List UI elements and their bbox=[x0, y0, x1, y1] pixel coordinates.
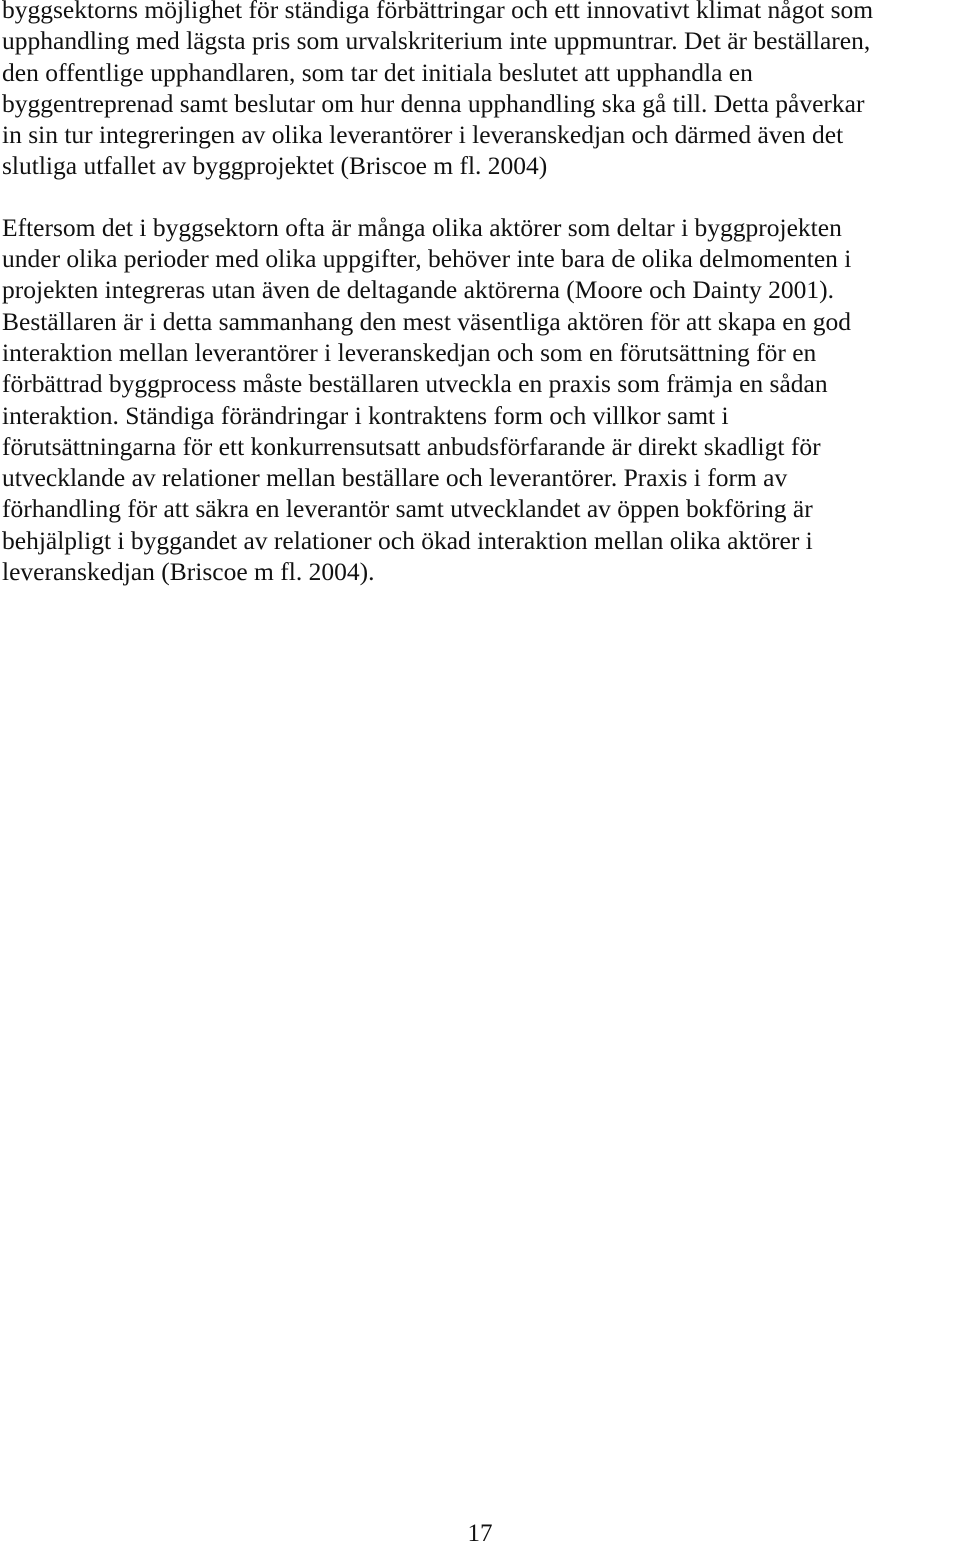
text-line: in sin tur integreringen av olika leverantörer i leveranskedjan och därmed även det bbox=[2, 120, 844, 150]
text-line: projekten integreras utan även de deltagande aktörerna (Moore och Dainty 2001). bbox=[2, 275, 834, 305]
text-line: den offentlige upphandlaren, som tar det initiala beslutet att upphandla en bbox=[2, 57, 753, 87]
text-line: byggsektorns möjlighet för ständiga förbättringar och ett innovativt klimat något som bbox=[2, 0, 874, 24]
text-line: interaktion mellan leverantörer i leveranskedjan och som en förutsättning för en bbox=[2, 337, 817, 367]
paragraph-2 bbox=[2, 212, 954, 588]
text-line: Eftersom det i byggsektorn ofta är många olika aktörer som deltar i byggprojekten bbox=[2, 212, 842, 242]
text-line: förbättrad byggprocess måste beställaren utveckla en praxis som främja en sådan bbox=[2, 369, 828, 399]
text-line: interaktion. Ständiga förändringar i kontraktens form och villkor samt i bbox=[2, 400, 729, 430]
text-line: slutliga utfallet av byggprojektet (Briscoe m fl. 2004) bbox=[2, 151, 548, 181]
paragraph-1 bbox=[2, 0, 954, 182]
page-number: 17 bbox=[467, 1520, 493, 1547]
text-line: Beställaren är i detta sammanhang den mest väsentliga aktören för att skapa en god bbox=[2, 306, 851, 336]
text-line: leveranskedjan (Briscoe m fl. 2004). bbox=[2, 557, 375, 587]
text-line: byggentreprenad samt beslutar om hur denna upphandling ska gå till. Detta påverkar bbox=[2, 88, 865, 118]
body-text bbox=[2, 0, 954, 617]
text-line: upphandling med lägsta pris som urvalskriterium inte uppmuntrar. Det är beställaren, bbox=[2, 26, 871, 56]
text-line: förutsättningarna för ett konkurrensutsatt anbudsförfarande är direkt skadligt för bbox=[2, 431, 821, 461]
text-line: utvecklande av relationer mellan beställare och leverantörer. Praxis i form av bbox=[2, 463, 788, 493]
text-line: förhandling för att säkra en leverantör samt utvecklandet av öppen bokföring är bbox=[2, 494, 813, 524]
text-line: behjälpligt i byggandet av relationer och ökad interaktion mellan olika aktörer i bbox=[2, 525, 813, 555]
text-line: under olika perioder med olika uppgifter, behöver inte bara de olika delmomenten i bbox=[2, 244, 852, 274]
